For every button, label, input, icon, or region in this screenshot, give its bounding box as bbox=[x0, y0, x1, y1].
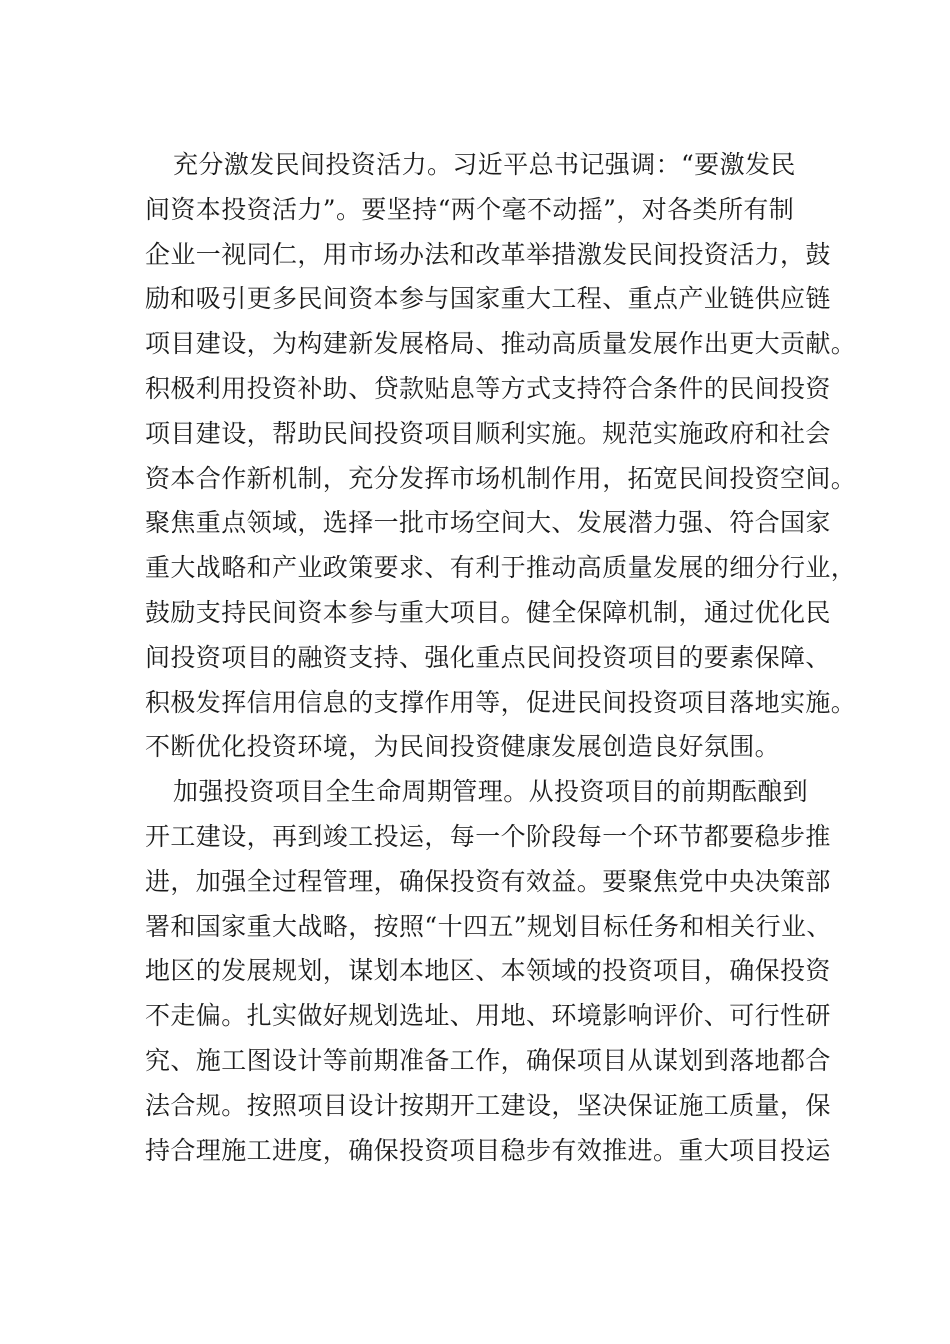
paragraph-line: 间资本投资活力”。要坚持“两个毫不动摇”，对各类所有制 bbox=[145, 194, 795, 224]
paragraph-line: 法合规。按照项目设计按期开工建设，坚决保证施工质量，保 bbox=[145, 1090, 831, 1120]
paragraph-line: 进，加强全过程管理，确保投资有效益。要聚焦党中央决策部 bbox=[145, 866, 831, 896]
paragraph-line: 励和吸引更多民间资本参与国家重大工程、重点产业链供应链 bbox=[145, 284, 831, 314]
paragraph-line: 鼓励支持民间资本参与重大项目。健全保障机制，通过优化民 bbox=[145, 597, 831, 627]
paragraph-line: 地区的发展规划，谋划本地区、本领域的投资项目，确保投资 bbox=[145, 956, 831, 986]
paragraph-line: 持合理施工进度，确保投资项目稳步有效推进。重大项目投运 bbox=[145, 1135, 831, 1165]
paragraph-line: 重大战略和产业政策要求、有利于推动高质量发展的细分行业， bbox=[145, 553, 857, 583]
document-body bbox=[145, 143, 857, 1173]
paragraph-line: 究、施工图设计等前期准备工作，确保项目从谋划到落地都合 bbox=[145, 1045, 831, 1075]
paragraph-line: 项目建设，帮助民间投资项目顺利实施。规范实施政府和社会 bbox=[145, 418, 831, 448]
paragraph-line: 开工建设，再到竣工投运，每一个阶段每一个环节都要稳步推 bbox=[145, 821, 831, 851]
paragraph-line: 署和国家重大战略，按照“十四五”规划目标任务和相关行业、 bbox=[145, 911, 832, 941]
paragraph-line: 积极发挥信用信息的支撑作用等，促进民间投资项目落地实施。 bbox=[145, 687, 857, 717]
paragraph-project-lifecycle bbox=[145, 770, 845, 1173]
paragraph-line: 企业一视同仁，用市场办法和改革举措激发民间投资活力，鼓 bbox=[145, 239, 831, 269]
paragraph-line: 聚焦重点领域，选择一批市场空间大、发展潜力强、符合国家 bbox=[145, 508, 831, 538]
paragraph-line: 积极利用投资补助、贷款贴息等方式支持符合条件的民间投资 bbox=[145, 373, 831, 403]
paragraph-line: 不断优化投资环境，为民间投资健康发展创造良好氛围。 bbox=[145, 732, 781, 762]
paragraph-line: 资本合作新机制，充分发挥市场机制作用，拓宽民间投资空间。 bbox=[145, 463, 857, 493]
paragraph-line: 加强投资项目全生命周期管理。从投资项目的前期酝酿到 bbox=[173, 777, 809, 807]
paragraph-line: 充分激发民间投资活力。习近平总书记强调：“要激发民 bbox=[173, 150, 796, 179]
paragraph-line: 不走偏。扎实做好规划选址、用地、环境影响评价、可行性研 bbox=[145, 1001, 831, 1031]
paragraph-line: 间投资项目的融资支持、强化重点民间投资项目的要素保障、 bbox=[145, 642, 831, 672]
paragraph-line: 项目建设，为构建新发展格局、推动高质量发展作出更大贡献。 bbox=[145, 329, 857, 359]
paragraph-private-investment bbox=[145, 143, 857, 770]
